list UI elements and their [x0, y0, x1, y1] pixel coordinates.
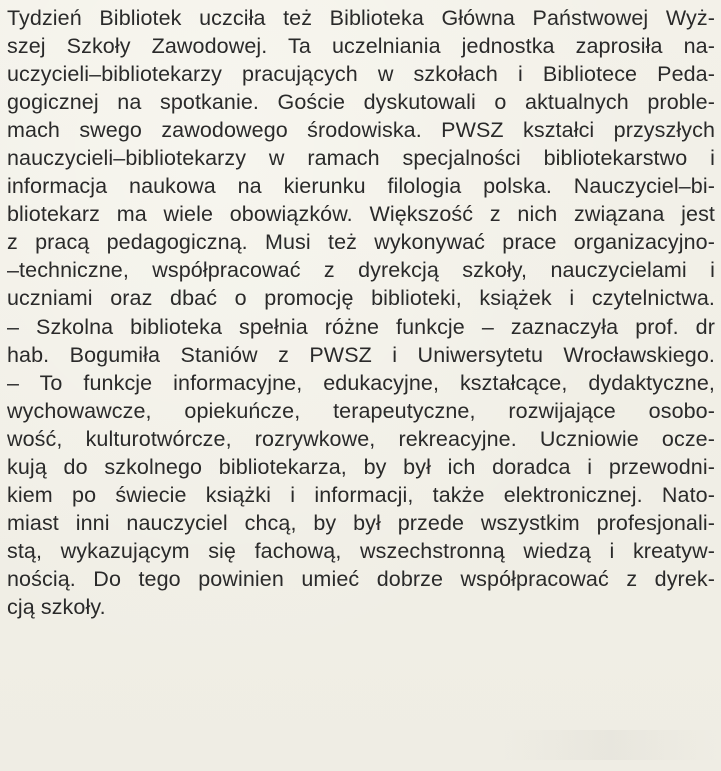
article-line-8: bliotekarz ma wiele obowiązków. Większość z nich związana jest — [7, 202, 715, 227]
article-line-18: kiem po świecie książki i informacji, także elektronicznej. Nato- — [7, 482, 715, 507]
article-body — [7, 4, 715, 621]
article-line-4: gogicznej na spotkanie. Goście dyskutowali o aktualnych proble- — [7, 90, 715, 115]
article-line-1: Tydzień Bibliotek uczciła też Biblioteka Główna Państwowej Wyż- — [7, 6, 715, 30]
article-line-11: uczniami oraz dbać o promocję biblioteki, książek i czytelnictwa. — [7, 286, 715, 311]
article-line-10: –techniczne, współpracować z dyrekcją szkoły, nauczycielami i — [7, 258, 715, 283]
article-line-13: hab. Bogumiła Staniów z PWSZ i Uniwersytetu Wrocławskiego. — [7, 342, 715, 367]
article-line-17: kują do szkolnego bibliotekarza, by był ich doradca i przewodni- — [7, 454, 715, 479]
article-line-6: nauczycieli–bibliotekarzy w ramach specjalności bibliotekarstwo i — [7, 146, 715, 171]
article-line-2: szej Szkoły Zawodowej. Ta uczelniania jednostka zaprosiła na- — [7, 34, 715, 59]
article-line-19: miast inni nauczyciel chcą, by był przede wszystkim profesjonali- — [7, 510, 715, 535]
article-line-9: z pracą pedagogiczną. Musi też wykonywać prace organizacyjno- — [7, 230, 715, 255]
article-line-5: mach swego zawodowego środowiska. PWSZ kształci przyszłych — [7, 118, 715, 143]
article-line-12: – Szkolna biblioteka spełnia różne funkcje – zaznaczyła prof. dr — [7, 314, 715, 339]
print-bleed-through — [500, 730, 720, 760]
article-line-16: wość, kulturotwórcze, rozrywkowe, rekreacyjne. Uczniowie ocze- — [7, 426, 715, 451]
article-line-15: wychowawcze, opiekuńcze, terapeutyczne, rozwijające osobo- — [7, 398, 715, 423]
article-line-3: uczycieli–bibliotekarzy pracujących w szkołach i Bibliotece Peda- — [7, 62, 715, 87]
article-line-21: nością. Do tego powinien umieć dobrze współpracować z dyrek- — [7, 566, 715, 591]
article-line-22: cją szkoły. — [7, 594, 106, 619]
article-line-20: stą, wykazującym się fachową, wszechstronną wiedzą i kreatyw- — [7, 538, 715, 563]
article-line-7: informacja naukowa na kierunku filologia polska. Nauczyciel–bi- — [7, 174, 715, 199]
article-line-14: – To funkcje informacyjne, edukacyjne, kształcące, dydaktyczne, — [7, 370, 715, 395]
